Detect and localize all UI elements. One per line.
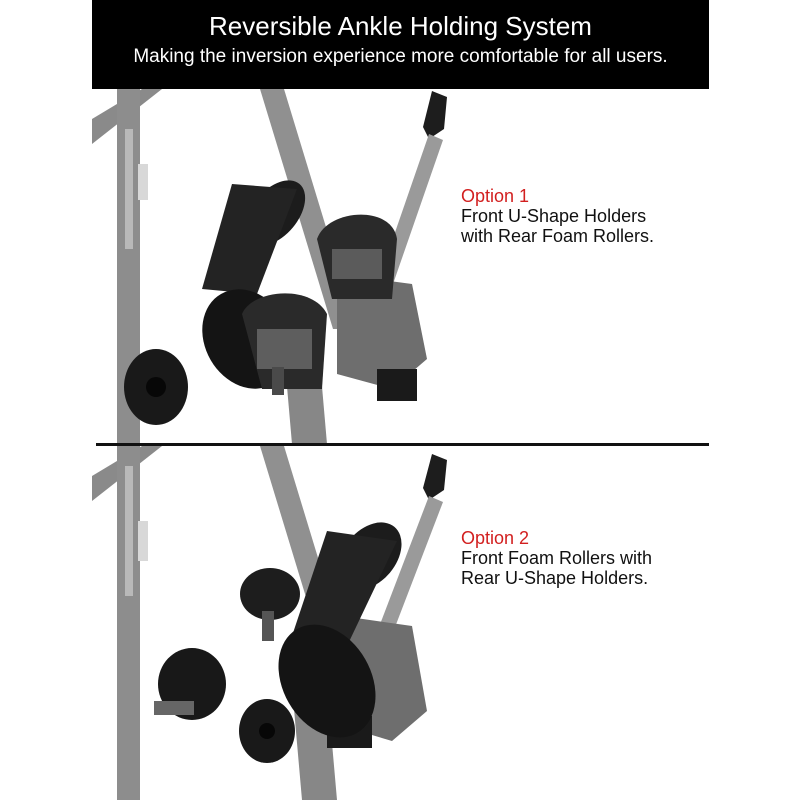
frame-warning-label xyxy=(138,164,148,200)
u-holder-front-slots xyxy=(257,329,312,369)
product-photo-option-2 xyxy=(92,446,452,800)
page-subtitle: Making the inversion experience more comfortable for all users. xyxy=(133,46,668,67)
ankle-hub-bracket xyxy=(377,369,417,401)
frame-scale-markings xyxy=(125,466,133,596)
option-2-label: Option 2 xyxy=(461,528,530,548)
ankle-holder-foam-roller-illustration xyxy=(92,446,452,800)
ankle-holder-u-shape-illustration xyxy=(92,89,452,444)
page-title: Reversible Ankle Holding System xyxy=(209,11,592,41)
pin-handle xyxy=(423,91,447,139)
u-holder-rear-slots xyxy=(332,249,382,279)
option-2-line-1: Front Foam Rollers with xyxy=(461,548,653,568)
rear-foam-roller-body xyxy=(202,184,297,294)
holder-spindle xyxy=(272,367,284,395)
option-1-line-2: with Rear Foam Rollers. xyxy=(461,226,655,246)
frame-scale-markings xyxy=(125,129,133,249)
holder-spindle xyxy=(262,611,274,641)
option-2-line-2: Rear U-Shape Holders. xyxy=(461,568,649,588)
frame-warning-label xyxy=(138,521,148,561)
option-1-label: Option 1 xyxy=(461,186,530,206)
foam-roller-hole xyxy=(259,723,275,739)
header-banner xyxy=(92,0,709,89)
product-photo-option-1 xyxy=(92,89,452,444)
option-1-caption xyxy=(461,186,761,246)
foam-roller-hole xyxy=(146,377,166,397)
holder-spindle-front xyxy=(154,701,194,715)
pin-handle xyxy=(423,454,447,500)
option-2-caption xyxy=(461,528,761,588)
option-1-line-1: Front U-Shape Holders xyxy=(461,206,647,226)
